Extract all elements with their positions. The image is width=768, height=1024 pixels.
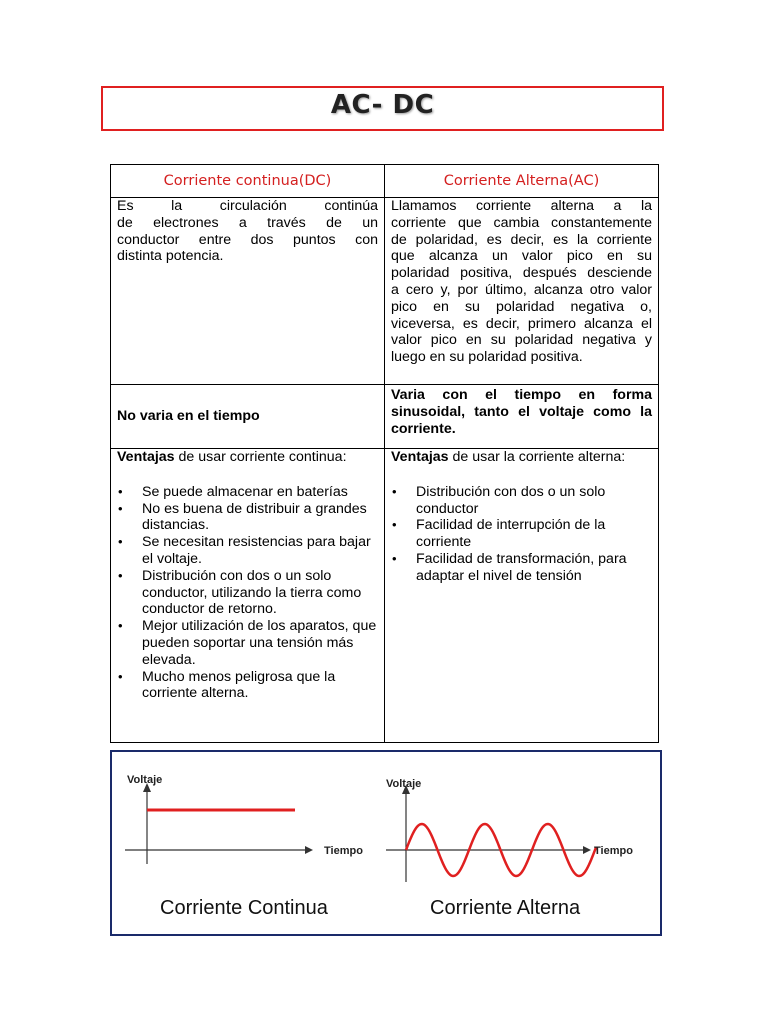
dc-advantages-heading	[117, 449, 378, 466]
header-ac: Corriente Alterna(AC)	[385, 165, 659, 198]
ac-def-line: luego en su polaridad positiva.	[391, 349, 583, 366]
ac-def-line: de polaridad, es decir, es la corriente	[391, 231, 652, 248]
page-title: AC- DC	[330, 90, 435, 120]
list-item: • Mejor utilización de los aparatos, que pueden soportar una tensión más elevada.	[142, 618, 378, 668]
ac-def-line: que alcanza un valor pico en su	[391, 248, 652, 265]
ac-caption: Corriente Alterna	[430, 897, 581, 919]
dc-caption: Corriente Continua	[160, 897, 328, 919]
ac-time-behavior: Varia con el tiempo en forma sinusoidal, tanto el voltaje como la corriente.	[385, 385, 659, 449]
ac-advantages-list	[391, 484, 652, 585]
ac-advantages-heading	[391, 449, 652, 466]
list-item: • Distribución con dos o un solo conductor	[416, 484, 652, 518]
ac-adv-bold: Ventajas	[391, 449, 449, 465]
dc-x-arrow	[305, 846, 313, 854]
ac-adv-rest: de usar la corriente alterna:	[448, 449, 626, 465]
list-item: • Distribución con dos o un solo conductor, utilizando la tierra como conductor de retorno.	[142, 568, 378, 618]
ac-advantages	[385, 449, 659, 743]
dc-def-line: de electrones a través de un	[117, 214, 378, 231]
list-item: • No es buena de distribuir a grandes distancias.	[142, 501, 378, 535]
ac-dc-diagram	[110, 750, 662, 936]
ac-def-line: polaridad positiva, después desciende	[391, 265, 652, 282]
dc-advantages-list	[117, 484, 378, 702]
dc-adv-rest: de usar corriente continua:	[174, 449, 347, 465]
list-item: • Se necesitan resistencias para bajar el voltaje.	[142, 534, 378, 568]
list-item: • Facilidad de transformación, para adaptar el nivel de tensión	[416, 551, 652, 585]
dc-time-behavior: No varia en el tiempo	[111, 385, 385, 449]
dc-definition	[111, 198, 385, 385]
ac-def-line: a cero y, por último, alcanza otro valor	[391, 281, 652, 298]
ac-def-line: pico en su polaridad negativa o,	[391, 298, 652, 315]
dc-def-line: conductor entre dos puntos con	[117, 231, 378, 248]
ac-def-line: viceversa, es decir, primero alcanza el	[391, 315, 652, 332]
ac-xlabel: Tiempo	[594, 845, 633, 857]
ac-definition	[385, 198, 659, 385]
comparison-table	[110, 164, 659, 743]
dc-def-line: Es la circulación continúa	[117, 198, 378, 214]
ac-x-arrow	[583, 846, 591, 854]
dc-def-line: distinta potencia.	[117, 248, 224, 265]
ac-ylabel: Voltaje	[386, 778, 422, 790]
dc-advantages	[111, 449, 385, 743]
header-dc: Corriente continua(DC)	[111, 165, 385, 198]
ac-def-line: corriente que cambia constantemente	[391, 214, 652, 231]
diagram-svg	[112, 752, 660, 934]
list-item: • Mucho menos peligrosa que la corriente alterna.	[142, 669, 378, 703]
title-box	[101, 86, 664, 131]
ac-def-line: valor pico en su polaridad negativa y	[391, 332, 652, 349]
dc-xlabel: Tiempo	[324, 845, 363, 857]
list-item: • Se puede almacenar en baterías	[142, 484, 378, 501]
list-item: • Facilidad de interrupción de la corriente	[416, 517, 652, 551]
dc-ylabel: Voltaje	[127, 774, 163, 786]
dc-adv-bold: Ventajas	[117, 449, 175, 465]
ac-def-line: Llamamos corriente alterna a la	[391, 198, 652, 214]
